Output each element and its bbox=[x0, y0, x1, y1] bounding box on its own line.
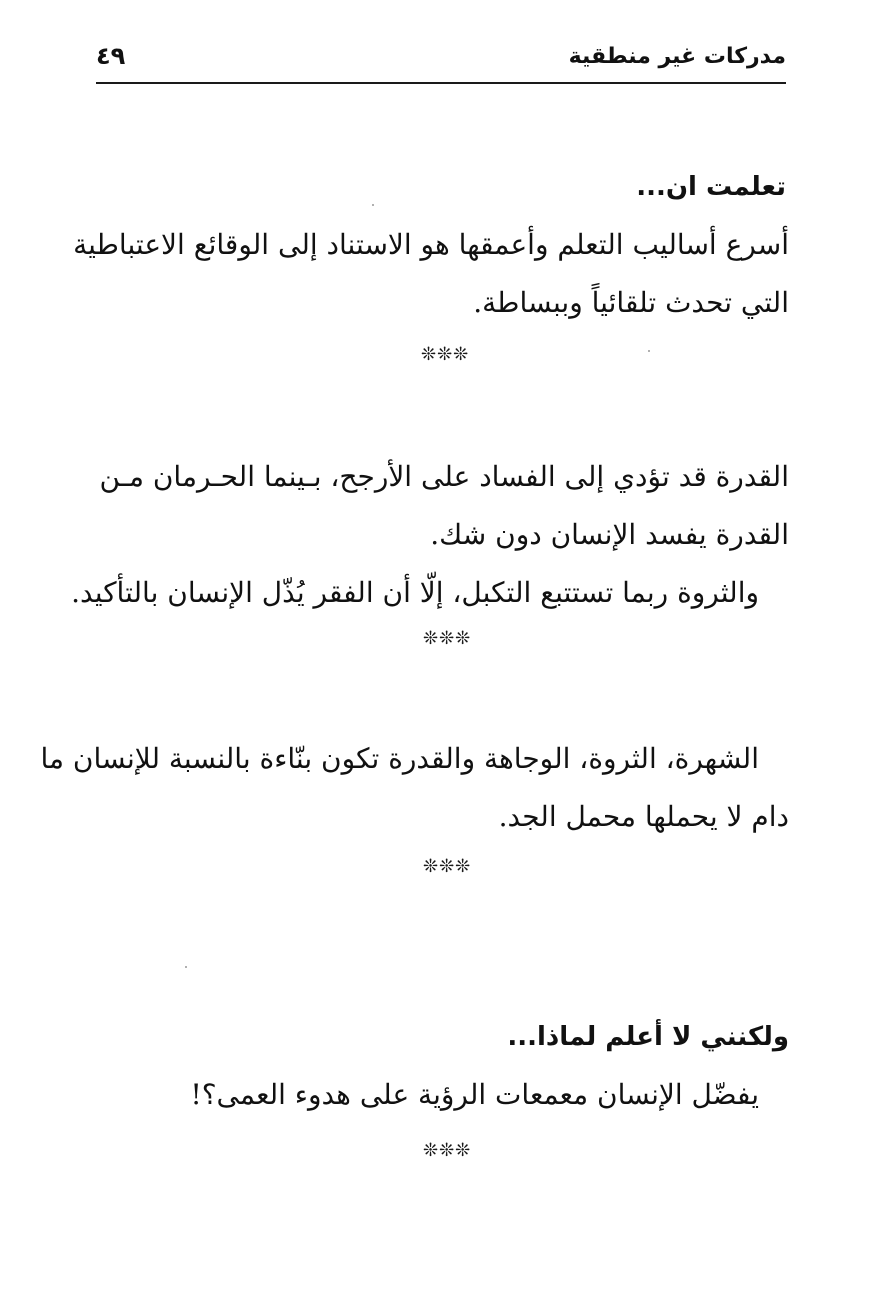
print-speck bbox=[185, 966, 187, 968]
page-header bbox=[96, 40, 786, 84]
paragraph-line: دام لا يحملها محمل الجد. bbox=[498, 800, 789, 833]
print-speck bbox=[372, 204, 374, 206]
section-3-paragraph bbox=[40, 730, 789, 846]
page-number: ٤٩ bbox=[96, 42, 126, 70]
section-separator: ❊❊❊ bbox=[420, 344, 470, 365]
section-1-heading: تعلمت ان... bbox=[636, 172, 786, 202]
section-1-paragraph bbox=[73, 216, 789, 332]
paragraph-line: يفضّل الإنسان معمعات الرؤية على هدوء العمى؟! bbox=[190, 1078, 759, 1111]
section-separator: ❊❊❊ bbox=[422, 628, 472, 649]
section-4-heading: ولكنني لا أعلم لماذا... bbox=[507, 1022, 789, 1052]
paragraph-line: القدرة يفسد الإنسان دون شك. bbox=[430, 518, 789, 551]
print-speck bbox=[648, 350, 650, 352]
paragraph-line: التي تحدث تلقائياً وببساطة. bbox=[473, 286, 789, 319]
section-separator: ❊❊❊ bbox=[422, 1140, 472, 1161]
paragraph-line: أسرع أساليب التعلم وأعمقها هو الاستناد إلى الوقائع الاعتباطية bbox=[73, 228, 789, 261]
paragraph-line: والثروة ربما تستتبع التكبل، إلّا أن الفقر يُذّل الإنسان بالتأكيد. bbox=[71, 576, 759, 609]
paragraph-line: القدرة قد تؤدي إلى الفساد على الأرجح، بـينما الحـرمان مـن bbox=[99, 460, 789, 493]
section-separator: ❊❊❊ bbox=[422, 856, 472, 877]
running-title: مدركات غير منطقية bbox=[568, 44, 786, 69]
paragraph-line: الشهرة، الثروة، الوجاهة والقدرة تكون بنّاءة بالنسبة للإنسان ما bbox=[40, 742, 759, 775]
section-4-paragraph bbox=[99, 1066, 759, 1124]
section-2-paragraph bbox=[71, 448, 789, 622]
